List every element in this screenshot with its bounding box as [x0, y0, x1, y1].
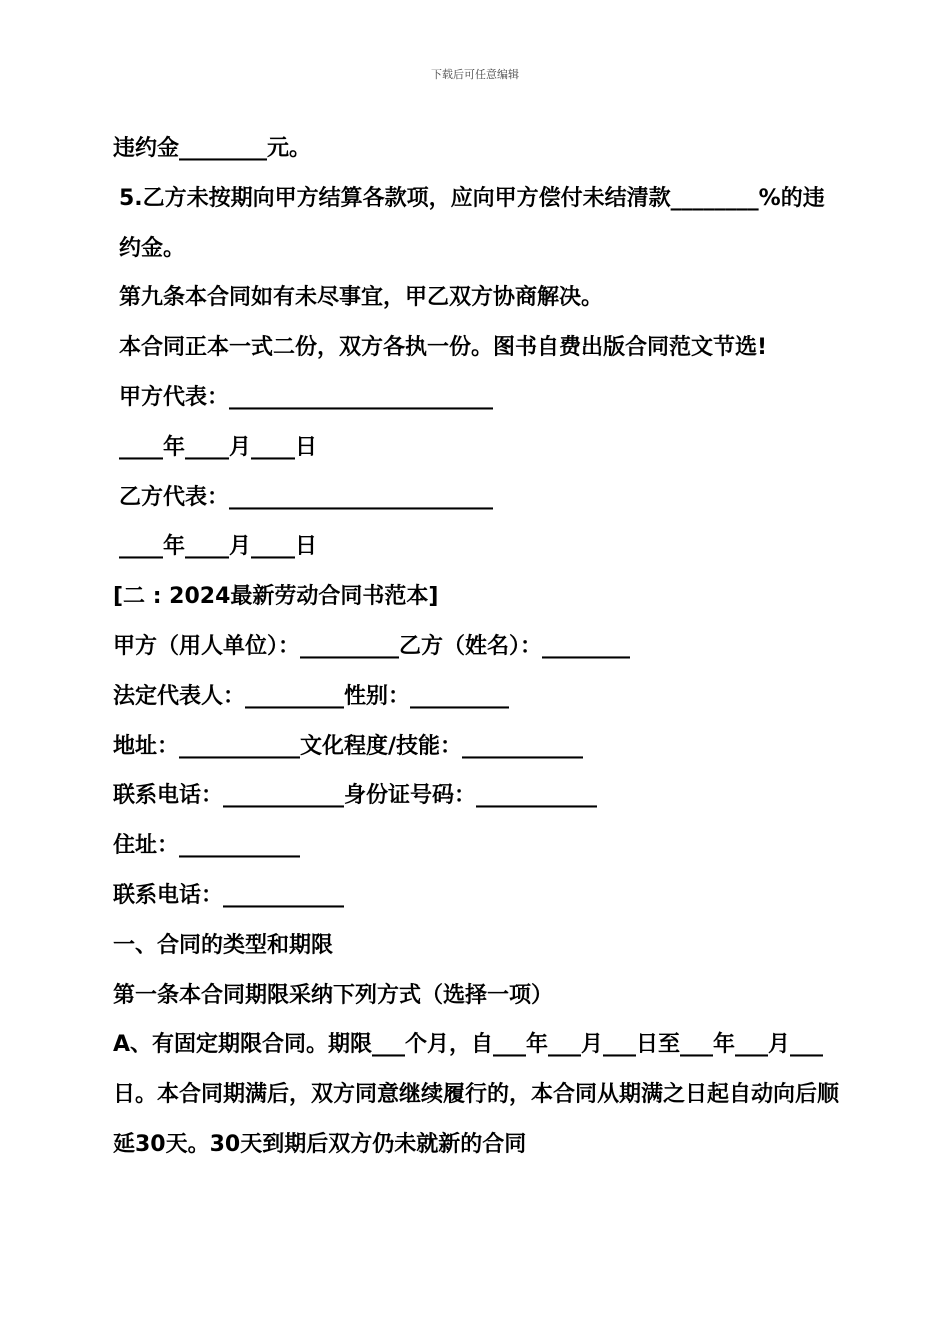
paragraph-article-9: 第九条本合同如有未尽事宜，甲乙双方协商解决。: [119, 285, 604, 311]
option-a: A、有固定期限合同。期限___个月，自___年___月___日至___年___月___日。本合同期满后，双方同意继续履行的，本合同从期满之日起自动向后顺延30天。30天到期后双方仍未就新的合同: [113, 1032, 840, 1157]
field-address-education: 地址：___________文化程度/技能：___________: [113, 733, 584, 759]
paragraph-clause-5: 5.乙方未按期向甲方结算各款项，应向甲方偿付未结清款________%的违约金。: [119, 185, 825, 261]
chapter-heading: 一、合同的类型和期限: [113, 932, 334, 958]
field-phone: 联系电话：___________: [113, 882, 345, 908]
field-employer-employee: 甲方（用人单位）：_________乙方（姓名）：________: [113, 633, 631, 659]
article-1: 第一条本合同期限采纳下列方式（选择一项）: [113, 982, 554, 1008]
field-phone-id: 联系电话：___________身份证号码：___________: [113, 783, 598, 809]
party-b-representative: 乙方代表：________________________: [119, 484, 494, 510]
party-a-representative: 甲方代表：________________________: [119, 384, 494, 410]
section-heading: [二 : 2024最新劳动合同书范本]: [113, 584, 439, 610]
document-body: [113, 124, 840, 1170]
field-legal-rep-gender: 法定代表人：_________性别：_________: [113, 683, 510, 709]
party-b-date: ____年____月____日: [119, 534, 318, 560]
paragraph-copies: 本合同正本一式二份，双方各执一份。图书自费出版合同范文节选!: [119, 335, 768, 361]
paragraph-penalty-amount: 违约金________元。: [113, 136, 312, 161]
page-header: 下载后可任意编辑: [431, 68, 519, 81]
party-a-date: ____年____月____日: [119, 434, 318, 460]
field-residence: 住址：___________: [113, 833, 301, 859]
